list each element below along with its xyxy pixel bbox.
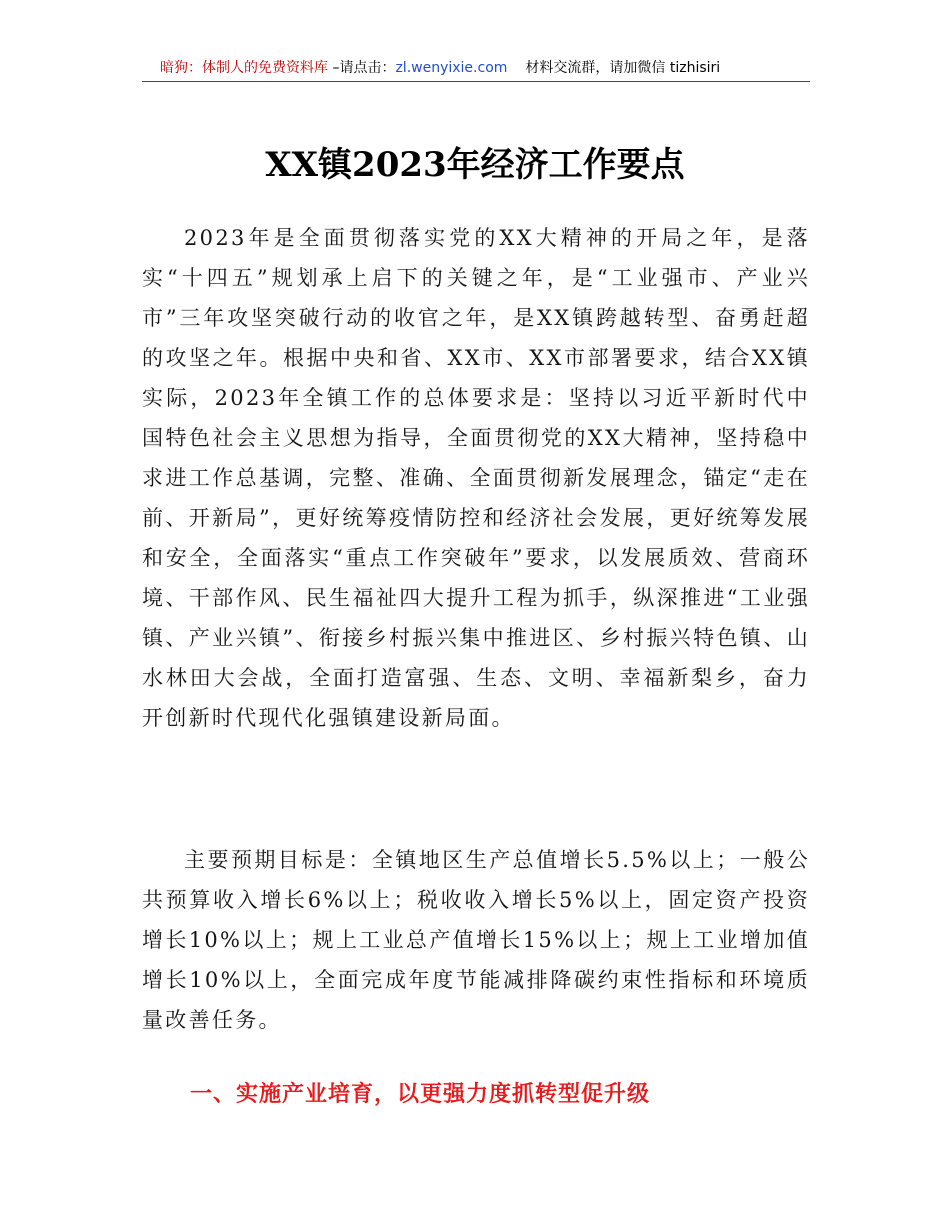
header-link[interactable]: zl.wenyixie.com — [395, 60, 508, 76]
section-heading: 一、实施产业培育，以更强力度抓转型促升级 — [190, 1082, 651, 1107]
header-group-note: 材料交流群，请加微信 tizhisiri — [525, 60, 721, 76]
paragraph-targets: 主要预期目标是：全镇地区生产总值增长5.5%以上；一般公共预算收入增长6%以上；税收收入增长5%以上，固定资产投资增长10%以上；规上工业总产值增长15%以上；规上工业增加值增长10%以上，全面完成年度节能减排降碳约束性指标和环境质量改善任务。 — [142, 848, 810, 1032]
header-banner — [142, 57, 810, 82]
paragraph-overall-requirements: 2023年是全面贯彻落实党的XX大精神的开局之年，是落实“十四五”规划承上启下的关键之年，是“工业强市、产业兴市”三年攻坚突破行动的收官之年，是XX镇跨越转型、奋勇赶超的攻坚之年。根据中央和省、XX市、XX市部署要求，结合XX镇实际，2023年全镇工作的总体要求是：坚持以习近平新时代中国特色社会主义思想为指导，全面贯彻党的XX大精神，坚持稳中求进工作总基调，完整、准确、全面贯彻新发展理念，锚定“走在前、开新局”，更好统筹疫情防控和经济社会发展，更好统筹发展和安全，全面落实“重点工作突破年”要求，以发展质效、营商环境、干部作风、民生福祉四大提升工程为抓手，纵深推进“工业强镇、产业兴镇”、衔接乡村振兴集中推进区、乡村振兴特色镇、山水林田大会战，全面打造富强、生态、文明、幸福新梨乡，奋力开创新时代现代化强镇建设新局面。 — [142, 226, 810, 730]
header-cta: –请点击： — [328, 60, 396, 76]
document-title: XX镇2023年经济工作要点 — [265, 145, 685, 185]
header-brand: 暗狗：体制人的免费资料库 — [160, 60, 328, 76]
